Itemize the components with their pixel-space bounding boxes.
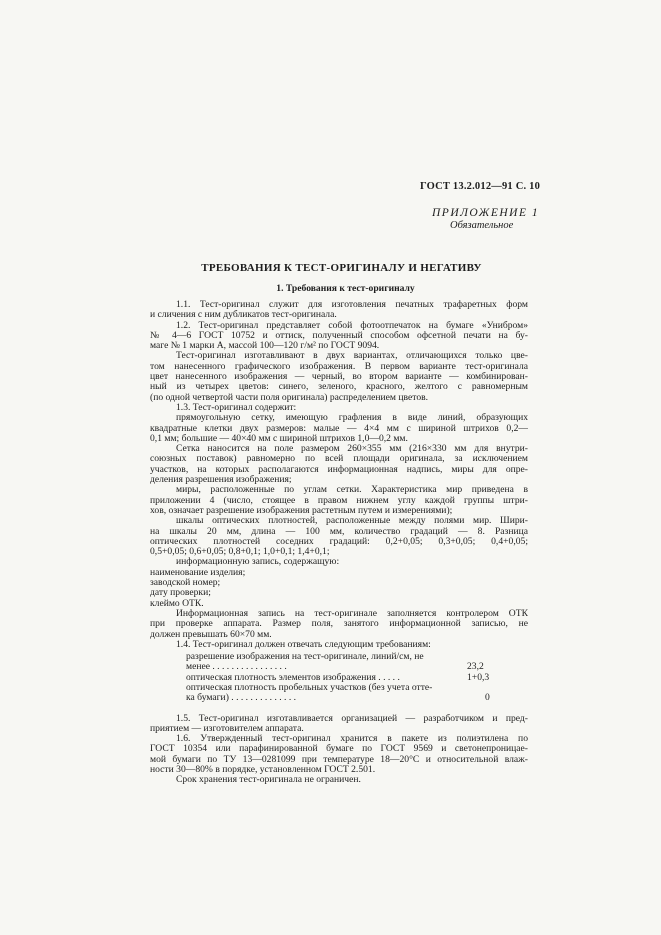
text-line: 0,5+0,05; 0,6+0,05; 0,8+0,1; 1,0+0,1; 1,4+0,1; [150, 547, 330, 558]
text-line: Сетка наносится на поле размером 260×355 мм (216×330 мм для внутри- [176, 444, 528, 455]
text-line: 0,1 мм; большие — 40×40 мм с шириной штрихов 1,0—0,2 мм. [150, 433, 408, 444]
text-line: при проверке аппарата. Размер поля, занятого информационной записью, не [150, 619, 528, 630]
document-number: ГОСТ 13.2.012—91 С. 10 [420, 181, 541, 192]
text-line: союзных поставок) равномерно по всей площади оригинала, за исключением [150, 454, 528, 465]
text-line: миры, расположенные по углам сетки. Характеристика мир приведена в [176, 485, 528, 496]
text-line: 1.4. Тест-оригинал должен отвечать следующим требованиям: [176, 639, 431, 650]
text-line: дату проверки; [150, 588, 211, 599]
requirement-label: менее . . . . . . . . . . . . . . . . [186, 662, 287, 673]
requirement-value: 0 [485, 692, 490, 704]
requirement-value: 1+0,3 [467, 671, 490, 683]
document-body [150, 300, 528, 786]
requirement-label: оптическая плотность пробельных участков (без учета отте- [186, 682, 433, 693]
text-line: квадратные клетки двух размеров: малые — 4×4 мм с шириной штрихов 0,2— [150, 423, 528, 434]
text-line: прямоугольную сетку, имеющую графления в виде линий, образующих [176, 413, 528, 424]
text-line: шкалы оптических плотностей, расположенные между полями мир. Шири- [176, 516, 528, 527]
text-line: 1.5. Тест-оригинал изготавливается организацией — разработчиком и пред- [176, 713, 528, 724]
requirement-value: 23,2 [467, 661, 484, 673]
text-line: цвет нанесенного изображения — черный, во втором варианте — комбинирован- [150, 372, 528, 383]
text-line: приложении 4 (число, стоящее в правом нижнем углу каждой группы штри- [150, 495, 528, 506]
text-line: на шкалы 20 мм, длина — 100 мм, количество градаций — 8. Разница [150, 526, 528, 537]
text-line: хов, означает разрешение изображения растетным путем и измерениями); [150, 505, 453, 516]
text-line: информационную запись, содержащую: [176, 557, 340, 568]
text-line: мой бумаги по ТУ 13—0281099 при температуре 18—20°С и относительной влаж- [150, 754, 528, 765]
text-line: том нанесенного графического изображения. В первом варианте тест-оригинала [150, 361, 528, 372]
text-line: клеймо ОТК. [150, 598, 204, 609]
requirement-label: оптическая плотность элементов изображения . . . . . [186, 672, 400, 683]
requirement-row [186, 683, 511, 693]
requirements-list [150, 652, 511, 703]
text-line: оптических плотностей соседних градаций: 0,2+0,05; 0,3+0,05; 0,4+0,05; [150, 536, 528, 547]
text-line: 1.1. Тест-оригинал служит для изготовления печатных трафаретных форм [176, 300, 528, 310]
requirement-row [186, 673, 511, 683]
text-line: 1.2. Тест-оригинал представляет собой фотоотпечаток на бумаге «Унибром» [176, 320, 528, 331]
text-line: 1.6. Утвержденный тест-оригинал хранится в пакете из полиэтилена по [176, 734, 528, 745]
text-line: участков, на которых располагаются информационная надпись, миры для опре- [150, 464, 528, 475]
text-line: заводской номер; [150, 578, 221, 589]
text-line: № 4—6 ГОСТ 10752 и оттиск, полученный способом офсетной печати на бу- [150, 330, 528, 341]
text-line: ности 30—80% в порядке, установленном ГОСТ 2.501. [150, 765, 376, 776]
text-line: Срок хранения тест-оригинала не ограничен. [176, 775, 361, 786]
requirement-row [186, 652, 511, 662]
text-line: маге № 1 марки А, массой 100—120 г/м² по ГОСТ 9094. [150, 341, 380, 352]
text-line: и сличения с ним дубликатов тест-оригинала. [150, 310, 337, 321]
text-line: (по одной четвертой части поля оригинала) распределением цветов. [150, 392, 429, 403]
text-line: деления разрешения изображения; [150, 475, 292, 486]
requirement-label: разрешение изображения на тест-оригинале, линий/см, не [186, 652, 424, 663]
appendix-title: ПРИЛОЖЕНИЕ 1 [432, 207, 540, 219]
text-line: ГОСТ 10354 или парафинированной бумаге по ГОСТ 9569 и светонепроницае- [150, 744, 528, 755]
text-line: наименование изделия; [150, 567, 246, 578]
section-title: 1. Требования к тест-оригиналу [276, 283, 415, 294]
requirement-row [186, 693, 511, 703]
appendix-status: Обязательное [450, 220, 514, 231]
text-line: Тест-оригинал изготавливают в двух вариантах, отличающихся только цве- [176, 351, 528, 362]
text-line: ный из четырех цветов: синего, зеленого, красного, желтого с равномерным [150, 382, 528, 393]
text-line: 1.3. Тест-оригинал содержит: [176, 402, 297, 413]
text-line: приятием — изготовителем аппарата. [150, 723, 304, 734]
text-line: Информационная запись на тест-оригинале заполняется контролером ОТК [176, 608, 528, 619]
text-line: должен превышать 60×70 мм. [150, 629, 272, 640]
requirement-row [186, 662, 511, 672]
main-title: ТРЕБОВАНИЯ К ТЕСТ-ОРИГИНАЛУ И НЕГАТИВУ [201, 262, 482, 274]
requirement-label: ка бумаги) . . . . . . . . . . . . . . [186, 693, 297, 704]
